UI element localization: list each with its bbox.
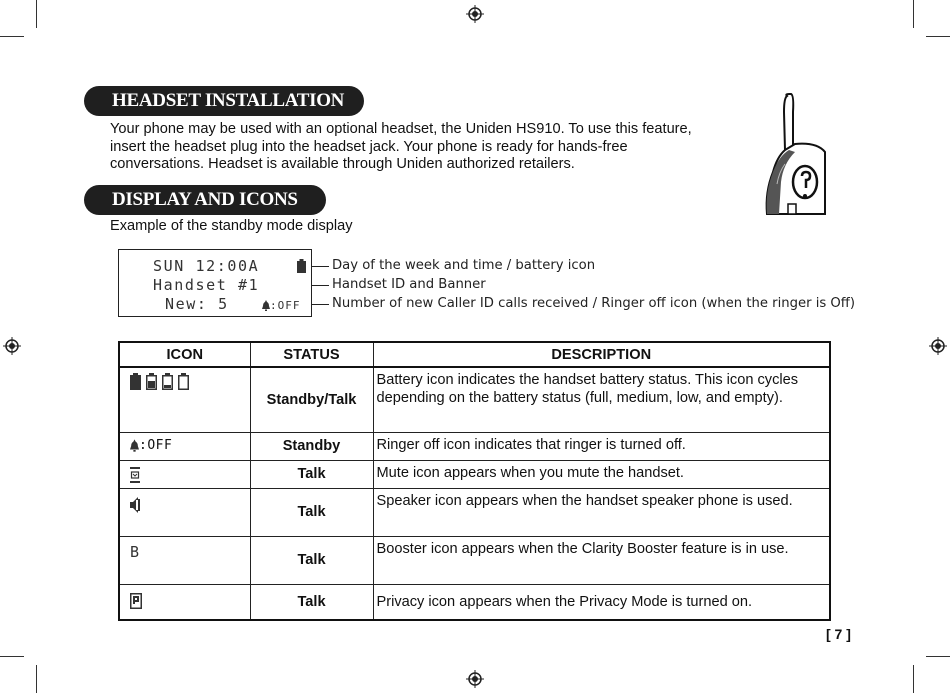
callout-leader <box>312 285 329 286</box>
icon-table <box>118 341 831 621</box>
callout-leader <box>312 266 329 267</box>
lcd-ringer-off <box>262 299 301 312</box>
ringer-off-icon <box>130 438 250 453</box>
icon-cell <box>119 488 250 536</box>
column-header-icon: ICON <box>119 342 250 367</box>
page-number: [ 7 ] <box>826 626 851 642</box>
callout-leader <box>312 304 329 305</box>
crop-mark <box>36 0 37 28</box>
crop-mark <box>926 656 950 657</box>
crop-mark <box>926 36 950 37</box>
section-heading-headset-installation: HEADSET INSTALLATION <box>84 86 364 116</box>
table-row <box>119 488 830 536</box>
icon-cell <box>119 432 250 460</box>
table-row <box>119 460 830 488</box>
table-row <box>119 432 830 460</box>
crop-mark <box>913 665 914 693</box>
headset-installation-text: Your phone may be used with an optional headset, the Uniden HS910. To use this feature, insert the headset plug into the headset jack. Your phone is ready for hands-free conversations. Headset is available through Uniden authorized retailers. <box>110 121 692 172</box>
icon-cell <box>119 536 250 584</box>
description-cell: Speaker icon appears when the handset speaker phone is used. <box>373 488 830 536</box>
status-cell: Talk <box>250 488 373 536</box>
table-row <box>119 536 830 584</box>
callout-handset-id: Handset ID and Banner <box>332 277 486 292</box>
booster-icon: B <box>130 542 140 561</box>
status-cell: Talk <box>250 584 373 620</box>
crop-mark <box>913 0 914 28</box>
bell-icon <box>130 439 139 452</box>
callout-day-time: Day of the week and time / battery icon <box>332 258 596 273</box>
icon-cell <box>119 367 250 432</box>
description-cell: Ringer off icon indicates that ringer is turned off. <box>373 432 830 460</box>
crop-mark <box>0 656 24 657</box>
lcd-display <box>118 249 312 317</box>
icon-cell <box>119 460 250 488</box>
description-cell: Mute icon appears when you mute the handset. <box>373 460 830 488</box>
display-intro-text: Example of the standby mode display <box>110 218 353 234</box>
headset-illustration-icon <box>755 92 830 216</box>
table-row <box>119 367 830 432</box>
column-header-description: DESCRIPTION <box>373 342 830 367</box>
status-cell: Talk <box>250 536 373 584</box>
crop-mark <box>0 36 24 37</box>
privacy-icon <box>130 593 142 609</box>
description-cell: Booster icon appears when the Clarity Booster feature is in use. <box>373 536 830 584</box>
registration-mark-icon <box>3 337 21 355</box>
description-cell: Privacy icon appears when the Privacy Mode is turned on. <box>373 584 830 620</box>
ringer-off-text: :OFF <box>139 437 173 453</box>
mute-icon <box>130 467 140 483</box>
status-cell: Talk <box>250 460 373 488</box>
lcd-line-handset-id: Handset #1 <box>153 276 260 294</box>
status-cell: Standby/Talk <box>250 367 373 432</box>
section-heading-display-and-icons: DISPLAY AND ICONS <box>84 185 326 215</box>
registration-mark-icon <box>466 5 484 23</box>
table-header-row <box>119 342 830 367</box>
lcd-line-day-time: SUN 12:00A <box>153 257 260 275</box>
icon-cell <box>119 584 250 620</box>
column-header-status: STATUS <box>250 342 373 367</box>
status-cell: Standby <box>250 432 373 460</box>
table-row <box>119 584 830 620</box>
bell-icon <box>262 300 270 311</box>
crop-mark <box>36 665 37 693</box>
battery-icon <box>297 259 306 273</box>
registration-mark-icon <box>466 670 484 688</box>
battery-levels-icon <box>130 371 192 391</box>
registration-mark-icon <box>929 337 947 355</box>
speaker-icon <box>130 497 140 513</box>
description-cell: Battery icon indicates the handset battery status. This icon cycles depending on the battery status (full, medium, low, and empty). <box>373 367 830 432</box>
ringer-off-label: :OFF <box>270 299 301 312</box>
lcd-line-new-calls: New: 5 <box>165 295 229 313</box>
callout-new-calls: Number of new Caller ID calls received / Ringer off icon (when the ringer is Off) <box>332 296 856 311</box>
